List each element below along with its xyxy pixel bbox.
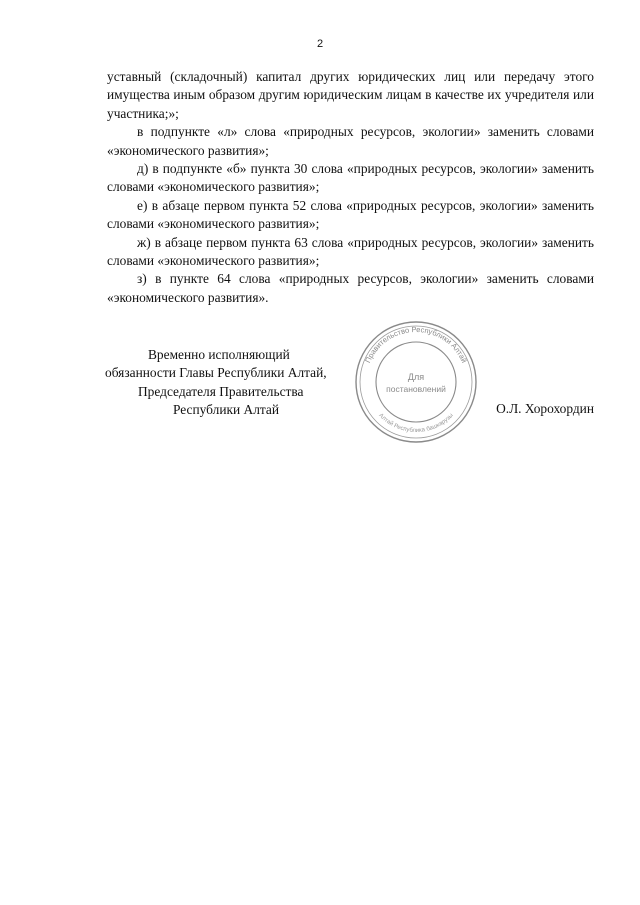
seal-outer-ring — [356, 322, 476, 442]
signer-name: О.Л. Хорохордин — [496, 401, 594, 416]
page-number: 2 — [316, 38, 324, 50]
seal-center-line-2: постановлений — [386, 384, 446, 394]
paragraph-continuation: уставный (складочный) капитал других юридических лиц или передачу этого имущества иным образом другим юридическим лицам в качестве их учредителя или участника;»; — [107, 69, 594, 121]
signature-title-line-1: Временно исполняющий — [148, 347, 290, 362]
paragraph-item-d: д) в подпункте «б» пункта 30 слова «природных ресурсов, экологии» заменить словами «экономического развития»; — [107, 161, 594, 195]
seal-center-line-1: Для — [407, 372, 425, 382]
paragraph-subitem-l: в подпункте «л» слова «природных ресурсов, экологии» заменить словами «экономического развития»; — [107, 124, 594, 158]
paragraph-item-z: з) в пункте 64 слова «природных ресурсов, экологии» заменить словами «экономического развития». — [107, 271, 594, 305]
signature-title-line-4: Республики Алтай — [173, 402, 280, 418]
seal-ring-text-top: Правительство Республики Алтай — [363, 324, 469, 365]
signature-block — [100, 346, 360, 420]
document-body — [107, 68, 594, 307]
seal-ring-text-bottom: Алтай Республика башкарузы — [377, 412, 455, 435]
seal-inner-ring — [376, 342, 456, 422]
paragraph-item-e: е) в абзаце первом пункта 52 слова «природных ресурсов, экологии» заменить словами «экономического развития»; — [107, 197, 594, 232]
signature-title-line-3: Председателя Правительства — [138, 383, 304, 399]
paragraph-item-zh: ж) в абзаце первом пункта 63 слова «природных ресурсов, экологии» заменить словами «экономического развития»; — [107, 234, 594, 269]
official-seal-stamp — [352, 318, 480, 446]
signature-title-line-2: обязанности Главы Республики Алтай, — [105, 365, 327, 381]
